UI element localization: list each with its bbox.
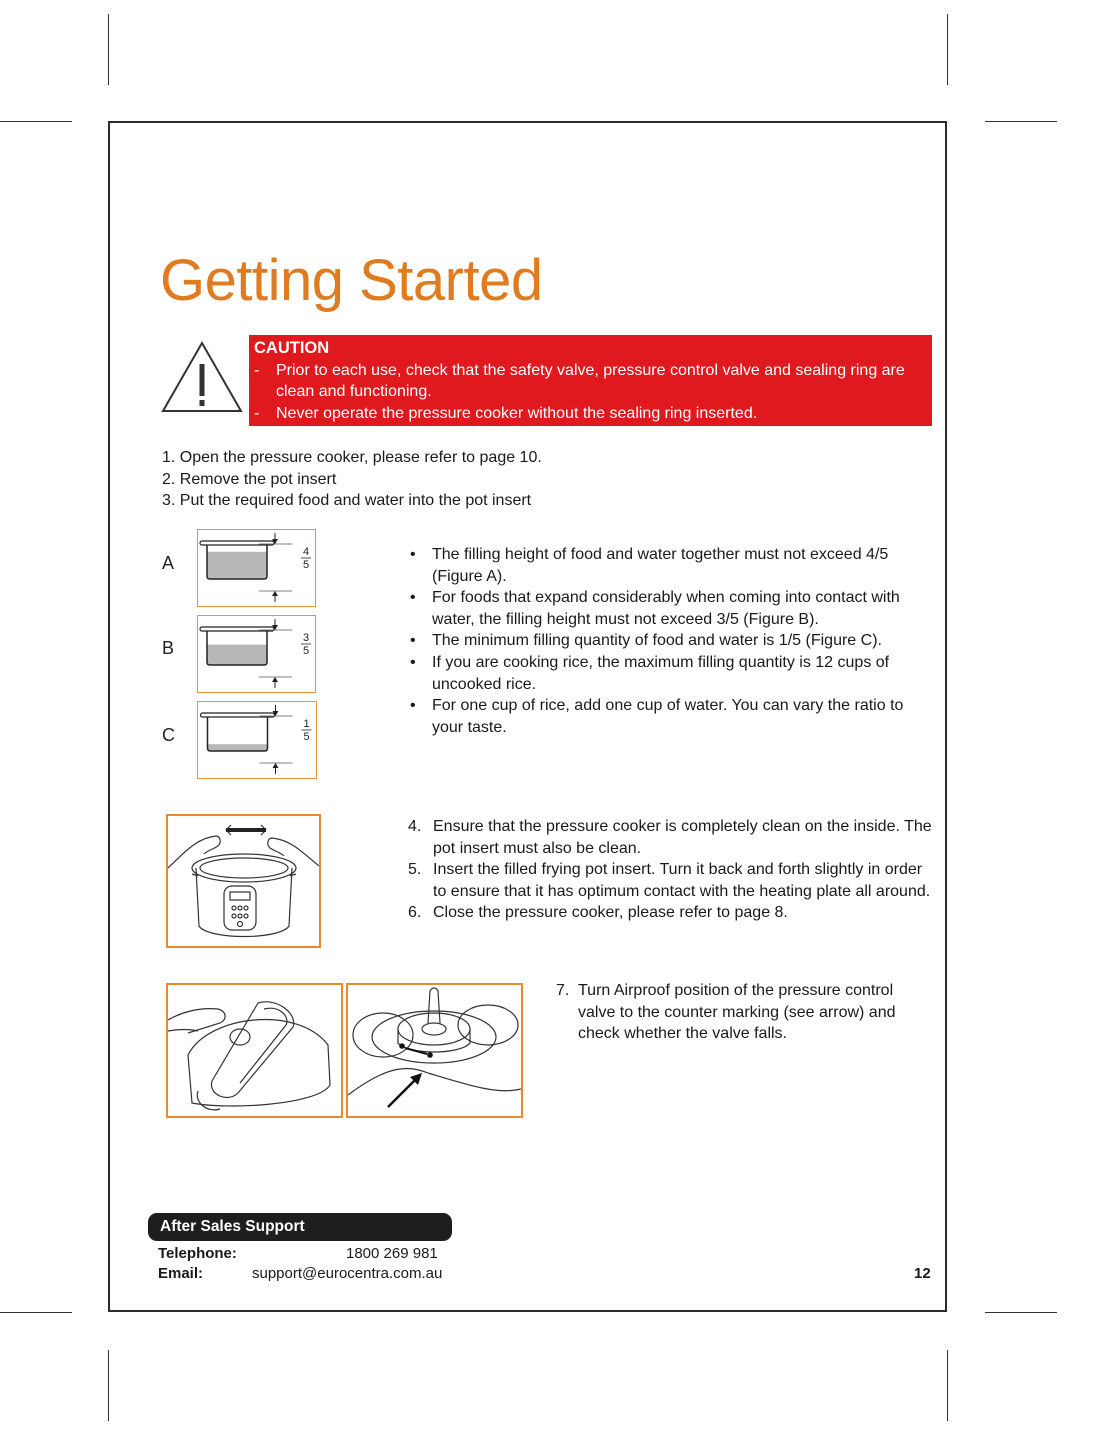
pot-fill-level <box>207 645 267 665</box>
email-row <box>158 1265 443 1282</box>
crop-mark <box>947 1350 948 1421</box>
fraction-numerator: 4 <box>302 546 310 558</box>
caution-text: Prior to each use, check that the safety valve, pressure control valve and sealing ring are clean and functioning. <box>276 361 905 400</box>
arrow-up-icon <box>272 677 278 682</box>
step-item: 3. Put the required food and water into the pot insert <box>162 492 532 509</box>
step-item: 7. Turn Airproof position of the pressure control valve to the counter marking (see arrow) and check whether the valve falls. <box>556 982 896 1043</box>
fraction-denominator: 5 <box>303 731 310 743</box>
step-item: 1. Open the pressure cooker, please refer to page 10. <box>162 449 542 466</box>
page-title: Getting Started <box>160 248 543 313</box>
valve-marking-illustration <box>346 983 523 1118</box>
crop-mark <box>985 121 1057 122</box>
pot-diagram <box>197 615 316 693</box>
step-item: 5. Insert the filled frying pot insert. Turn it back and forth slightly in order to ensure that it has optimum contact with the heating plate all around. <box>408 861 931 900</box>
step-item: 2. Remove the pot insert <box>162 470 337 488</box>
pot-rim <box>200 541 274 545</box>
email-label: Email: <box>158 1265 204 1282</box>
crop-mark <box>0 1312 72 1313</box>
caution-text: Never operate the pressure cooker without the sealing ring inserted. <box>276 404 758 422</box>
crop-mark <box>947 14 948 85</box>
figure-label: B <box>162 638 175 658</box>
telephone-label: Telephone: <box>158 1245 237 1262</box>
list-item: • If you are cooking rice, the maximum filling quantity is 12 cups of uncooked rice. <box>410 653 890 693</box>
caution-item: - Prior to each use, check that the safety valve, pressure control valve and sealing ring are clean and functioning. <box>254 360 926 403</box>
list-item: • For one cup of rice, add one cup of water. You can vary the ratio to your taste. <box>410 697 904 736</box>
step-seven <box>556 980 916 1045</box>
step-item: 6. Close the pressure cooker, please refer to page 8. <box>408 904 788 922</box>
pot-diagram <box>197 529 316 607</box>
arrow-up-icon <box>272 591 278 596</box>
telephone-value: 1800 269 981 <box>346 1245 438 1262</box>
lid-handle-illustration <box>166 983 343 1118</box>
figure-label: A <box>162 553 175 573</box>
figure-label: C <box>162 725 175 745</box>
pot-fill-level <box>208 744 268 751</box>
pot-diagram <box>197 701 317 779</box>
after-sales-heading: After Sales Support <box>148 1213 452 1241</box>
caution-heading: CAUTION <box>254 339 330 357</box>
list-item: • The filling height of food and water together must not exceed 4/5 (Figure A). <box>410 546 889 585</box>
hand-on-lid-icon <box>168 985 341 1116</box>
pot-fill-level <box>207 552 267 579</box>
insert-pot-illustration <box>166 814 321 948</box>
caution-item: - Never operate the pressure cooker without the sealing ring inserted. <box>254 403 926 425</box>
fraction-denominator: 5 <box>302 559 310 571</box>
crop-mark <box>108 1350 109 1421</box>
fraction-numerator: 3 <box>302 632 310 644</box>
fill-bullet-list <box>408 544 938 738</box>
arrow-up-icon <box>273 763 279 768</box>
crop-mark <box>985 1312 1057 1313</box>
pot-rim <box>201 713 275 717</box>
fraction-denominator: 5 <box>302 645 310 657</box>
list-item: • The minimum filling quantity of food and water is 1/5 (Figure C). <box>410 632 882 650</box>
warning-triangle-icon <box>160 340 244 414</box>
fraction-numerator: 1 <box>303 718 310 730</box>
page-number: 12 <box>914 1265 931 1282</box>
pressure-valve-icon <box>348 985 521 1116</box>
email-value[interactable]: support@eurocentra.com.au <box>252 1265 443 1282</box>
list-item: • For foods that expand considerably when coming into contact with water, the filling height must not exceed 3/5 (Figure B). <box>410 589 900 628</box>
step-item: 4. Ensure that the pressure cooker is completely clean on the inside. The pot insert must also be clean. <box>408 818 932 857</box>
steps-intro <box>162 447 542 512</box>
steps-middle <box>408 816 938 924</box>
crop-mark <box>108 14 109 85</box>
crop-mark <box>0 121 72 122</box>
caution-box <box>249 335 932 426</box>
pressure-cooker-icon <box>168 816 319 946</box>
pot-rim <box>200 627 274 631</box>
telephone-row <box>158 1245 438 1262</box>
